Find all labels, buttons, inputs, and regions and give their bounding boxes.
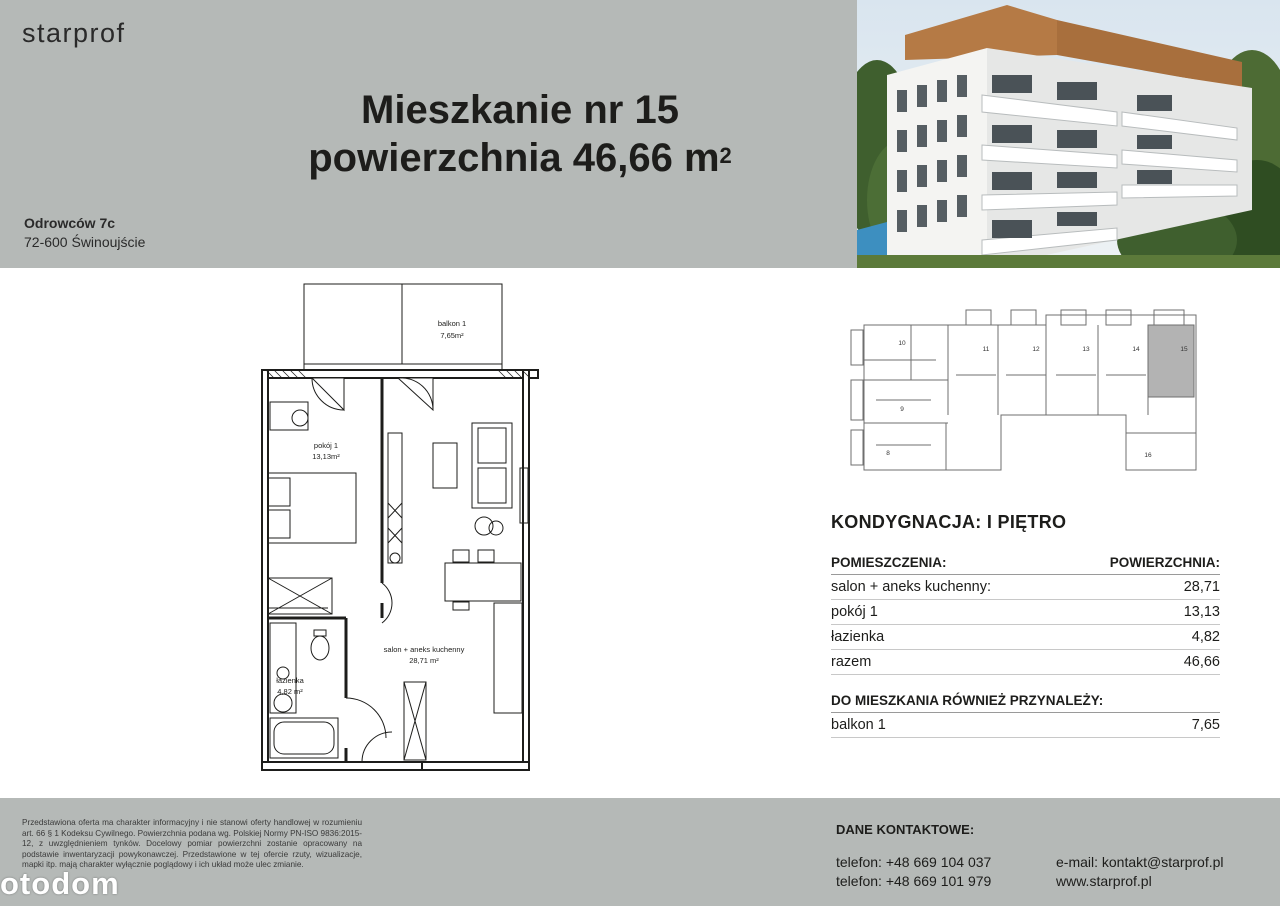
unit-10: 10 — [898, 340, 906, 347]
table-header — [831, 551, 1220, 575]
disclaimer-text: Przedstawiona oferta ma charakter informacyjny i nie stanowi oferty handlowej w rozumieniu art. 66 § 1 Kodeksu Cywilnego. Powierzchnia podana wg. Polskiej Normy PN-ISO 9836:2015-12, z uwzględnieniem tynków. Docelowy pomiar powierzchni zostanie opracowany na podstawie inwentaryzacji powykonawczej. Przedstawione w tej ofercie rzuty, wizualizacje, mapki itp. mają charakter wyłącznie poglądowy i ich układ może ulec zmianie. — [22, 818, 362, 870]
row-value: 28,71 — [1183, 579, 1220, 595]
header-rooms: POMIESZCZENIA: — [831, 555, 947, 570]
extras-title: DO MIESZKANIA RÓWNIEŻ PRZYNALEŻY: — [831, 689, 1220, 713]
table-row — [831, 713, 1220, 738]
table-row — [831, 575, 1220, 600]
row-name: pokój 1 — [831, 604, 878, 620]
row-value: 4,82 — [1191, 629, 1220, 645]
row-value: 7,65 — [1191, 717, 1220, 733]
header-band — [0, 0, 1280, 268]
watermark-logo: otodom — [0, 866, 120, 901]
contact-title: DANE KONTAKTOWE: — [836, 822, 975, 837]
contact-web — [1056, 853, 1224, 891]
page-title — [250, 86, 790, 182]
row-name: razem — [831, 654, 872, 670]
row-name: balkon 1 — [831, 717, 886, 733]
row-value: 13,13 — [1183, 604, 1220, 620]
address-city: 72-600 Świnoujście — [24, 234, 146, 250]
row-name: salon + aneks kuchenny: — [831, 579, 992, 595]
brand-logo: starprof — [22, 18, 126, 48]
key-plan — [846, 305, 1206, 475]
floor-title: KONDYGNACJA: I PIĘTRO — [831, 512, 1067, 532]
unit-9: 9 — [900, 406, 904, 413]
label-bath: łazienka — [276, 676, 304, 685]
info-panel — [831, 512, 1220, 738]
phone-1[interactable]: telefon: +48 669 104 037 — [836, 854, 992, 870]
unit-15: 15 — [1180, 346, 1188, 353]
email-link[interactable]: e-mail: kontakt@starprof.pl — [1056, 854, 1224, 870]
contact-phones — [836, 853, 991, 891]
table-row — [831, 600, 1220, 625]
label-living: salon + aneks kuchenny — [383, 645, 465, 654]
label-room1-area: 13,13m² — [312, 452, 340, 461]
building-photo — [857, 0, 1280, 268]
row-name: łazienka — [831, 629, 885, 645]
label-bath-area: 4,82 m² — [277, 687, 303, 696]
unit-12: 12 — [1032, 346, 1040, 353]
table-row — [831, 625, 1220, 650]
table-row — [831, 650, 1220, 675]
title-line-1: Mieszkanie nr 15 — [361, 88, 679, 132]
unit-8: 8 — [886, 450, 890, 457]
label-living-area: 28,71 m² — [409, 656, 439, 665]
address — [24, 214, 145, 252]
unit-14: 14 — [1132, 346, 1140, 353]
floor-plan — [258, 278, 548, 778]
unit-11: 11 — [982, 346, 990, 353]
website-link[interactable]: www.starprof.pl — [1056, 873, 1152, 889]
label-room1: pokój 1 — [313, 441, 339, 450]
header-area: POWIERZCHNIA: — [1109, 555, 1220, 570]
title-line-2: powierzchnia 46,66 $m^2$ — [308, 136, 732, 180]
unit-16: 16 — [1144, 452, 1152, 459]
unit-13: 13 — [1082, 346, 1090, 353]
footer-band — [0, 798, 1280, 906]
label-balcony: balkon 1 — [437, 319, 467, 328]
label-balcony-area: 7,65m² — [440, 331, 464, 340]
row-value: 46,66 — [1183, 654, 1220, 670]
phone-2[interactable]: telefon: +48 669 101 979 — [836, 873, 992, 889]
address-street: Odrowców 7c — [24, 215, 116, 231]
